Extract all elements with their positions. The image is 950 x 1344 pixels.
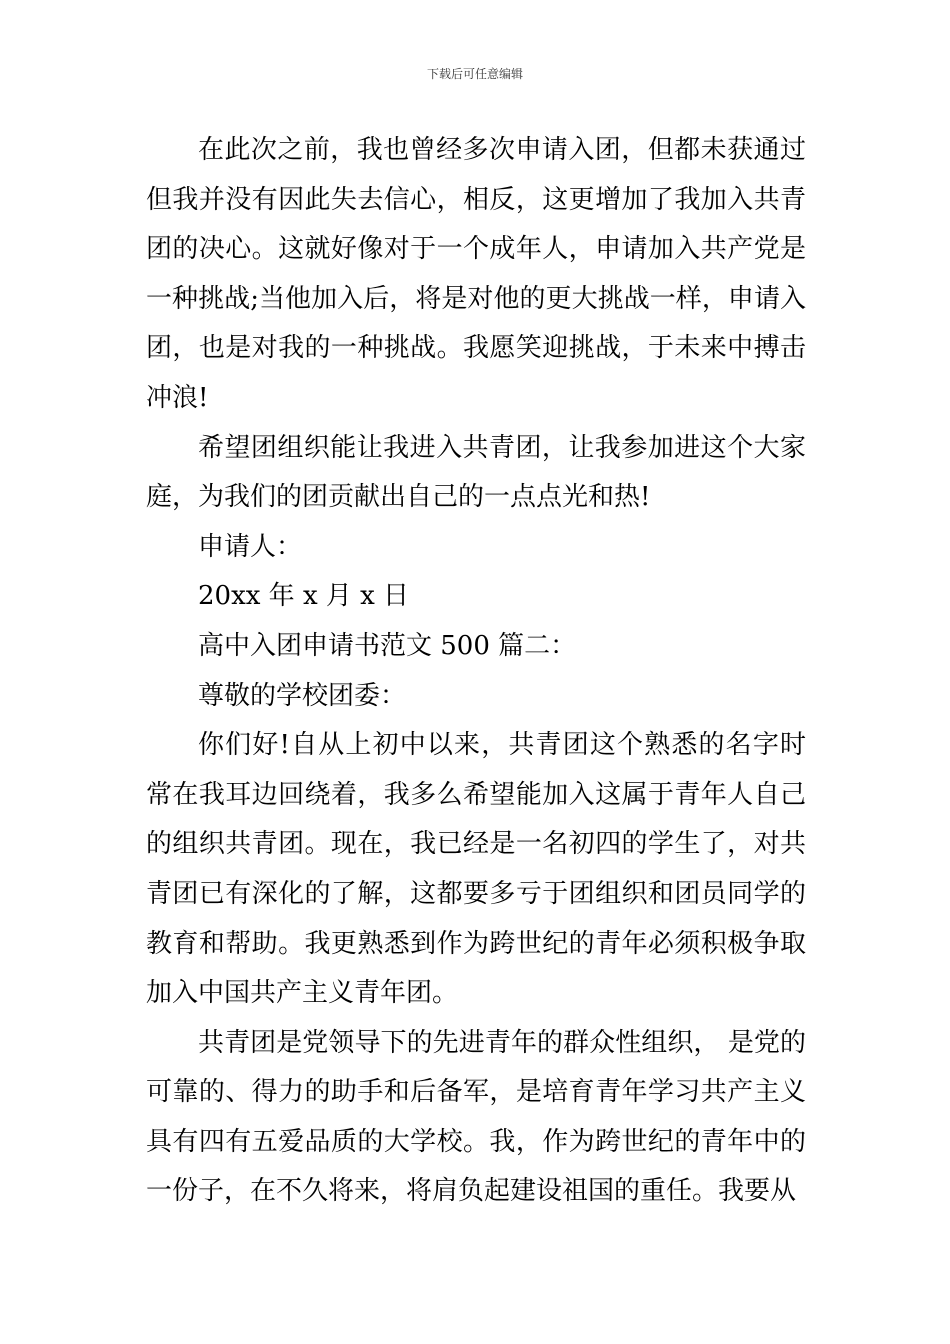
paragraph-1: 在此次之前，我也曾经多次申请入团，但都未获通过但我并没有因此失去信心，相反，这更增加了我加入共青团的决心。这就好像对于一个成年人，申请加入共产党是一种挑战;当他加入后，将是对他的更大挑战一样，申请入团，也是对我的一种挑战。我愿笑迎挑战，于未来中搏击冲浪! (146, 135, 806, 413)
header-note: 下载后可任意编辑 (426, 67, 523, 81)
date-line: 20xx 年 x 月 x 日 (198, 581, 410, 612)
document-body (146, 126, 806, 1217)
applicant-label: 申请人： (198, 531, 303, 562)
paragraph-4: 共青团是党领导下的先进青年的群众性组织， 是党的可靠的、得力的助手和后备军，是培育青年学习共产主义具有四有五爱品质的大学校。我，作为跨世纪的青年中的一份子，在不久将来，将肩负起建设祖国的重任。我要从 (146, 1027, 806, 1207)
paragraph-2: 希望团组织能让我进入共青团，让我参加进这个大家庭，为我们的团贡献出自己的一点点光和热! (146, 432, 806, 513)
paragraph-3: 你们好!自从上初中以来，共青团这个熟悉的名字时常在我耳边回绕着，我多么希望能加入这属于青年人自己的组织共青团。现在，我已经是一名初四的学生了，对共青团已有深化的了解，这都要多亏于团组织和团员同学的教育和帮助。我更熟悉到作为跨世纪的青年必须积极争取加入中国共产主义青年团。 (146, 730, 806, 1009)
section-title: 高中入团申请书范文 500 篇二： (198, 630, 577, 661)
salutation: 尊敬的学校团委： (198, 680, 407, 711)
